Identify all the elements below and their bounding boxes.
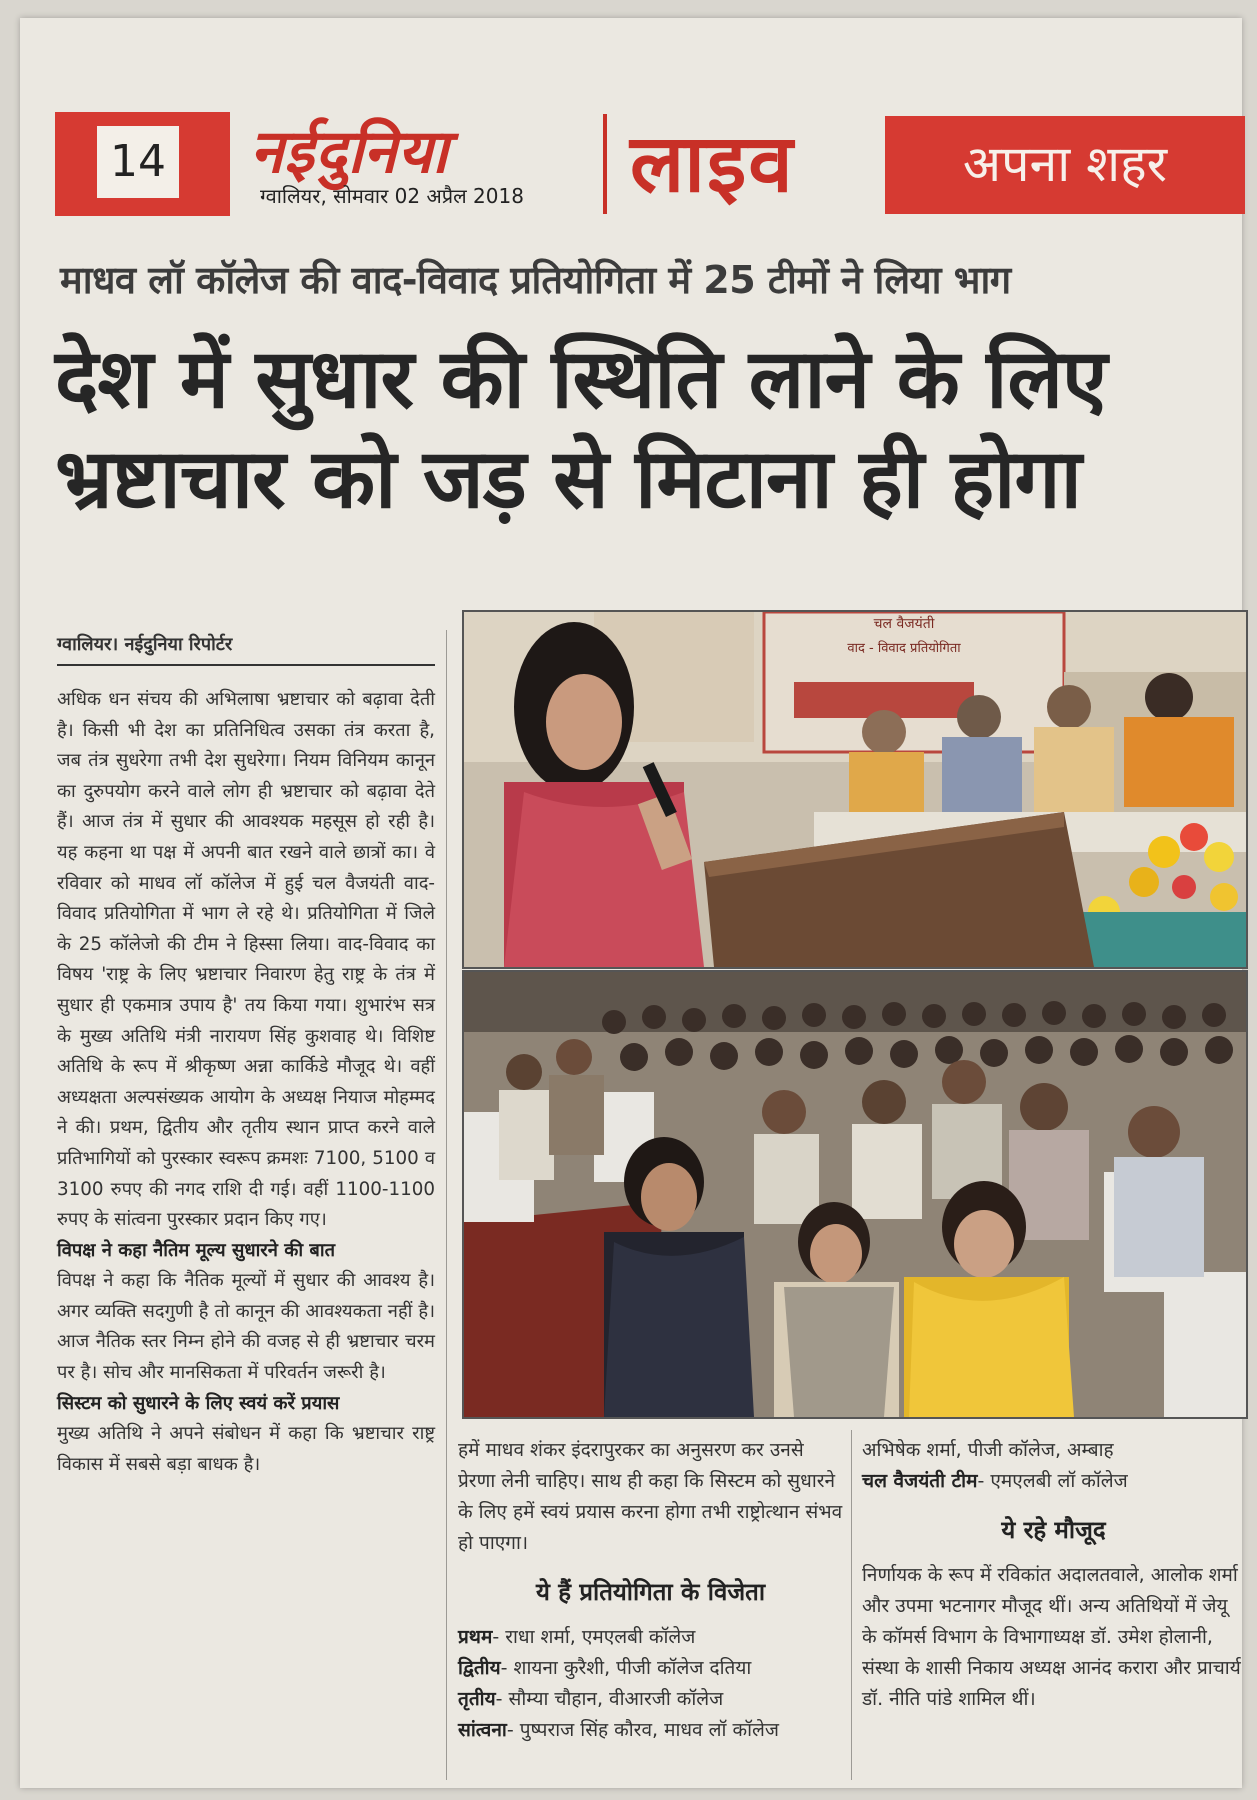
winner-rank: सांत्वना (458, 1719, 507, 1741)
winner-name: - राधा शर्मा, एमएलबी कॉलेज (492, 1626, 696, 1648)
present-heading: ये रहे मौजूद (1001, 1516, 1106, 1544)
winner-name: - पुष्पराज सिंह कौरव, माधव लॉ कॉलेज (506, 1719, 779, 1741)
section-city-label: अपना शहर (885, 116, 1245, 214)
winner-rank: द्वितीय (458, 1657, 501, 1679)
section-title: लाइव (630, 117, 795, 210)
winner-rank: तृतीय (458, 1688, 496, 1710)
article-column-3 (862, 1435, 1245, 1715)
page-number: 14 (97, 126, 179, 198)
trophy-label: चल वैजयंती टीम (862, 1470, 978, 1492)
trophy-team: - एमएलबी लॉ कॉलेज (977, 1470, 1128, 1492)
article-kicker: माधव लॉ कॉलेज की वाद-विवाद प्रतियोगिता में 25 टीमों ने लिया भाग (60, 258, 1011, 302)
winners-heading: ये हैं प्रतियोगिता के विजेता (535, 1578, 766, 1606)
article-column-1 (57, 685, 435, 1480)
masthead (55, 112, 1245, 216)
winner-entry (458, 1715, 843, 1746)
article-paragraph: विपक्ष ने कहा कि नैतिक मूल्यों में सुधार की आवश्य है। अगर व्यक्ति सदगुणी है तो कानून की आवश्यकता नहीं है। आज नैतिक स्तर निम्न होने की वजह से ही भ्रष्टाचार चरम पर है। सोच और मानसिकता में परिवर्तन जरूरी है। (57, 1270, 435, 1384)
article-headline (55, 330, 1240, 530)
subheading: विपक्ष ने कहा नैतिम मूल्य सुधारने की बात (57, 1239, 336, 1261)
photo-speaker-at-podium (462, 610, 1248, 969)
banner-text-2: वाद - विवाद प्रतियोगिता (847, 641, 961, 656)
page-number-block (55, 112, 230, 216)
headline-line-2: भ्रष्टाचार को जड़ से मिटाना ही होगा (55, 432, 1081, 528)
photo-audience (462, 970, 1248, 1419)
photo-speaker-image (464, 612, 1246, 967)
winner-entry (458, 1622, 843, 1653)
column-divider (851, 1430, 852, 1780)
byline: ग्वालियर। नईदुनिया रिपोर्टर (57, 632, 435, 666)
winner-entry (458, 1653, 843, 1684)
article-paragraph: निर्णायक के रूप में रविकांत अदालतवाले, आलोक शर्मा और उपमा भटनागर मौजूद थीं। अन्य अतिथियों में जेयू के कॉमर्स विभाग के विभागाध्यक्ष डॉ. उमेश होलानी, संस्था के शासी निकाय अध्यक्ष आनंद करारा और प्राचार्य डॉ. नीति पांडे शामिल थीं। (862, 1564, 1241, 1710)
column-divider (446, 630, 447, 1780)
article-paragraph: मुख्य अतिथि ने अपने संबोधन में कहा कि भ्रष्टाचार राष्ट्र विकास में सबसे बड़ा बाधक है। (57, 1423, 435, 1475)
photo-audience-image (464, 972, 1246, 1417)
winner-entry (458, 1684, 843, 1715)
article-line: अभिषेक शर्मा, पीजी कॉलेज, अम्बाह (862, 1439, 1114, 1461)
article-paragraph: अधिक धन संचय की अभिलाषा भ्रष्टाचार को बढ़ावा देती है। किसी भी देश का प्रतिनिधित्व उसका तंत्र करता है, जब तंत्र सुधरेगा तभी देश सुधरेगा। नियम विनियम कानून का दुरुपयोग करने वाले लोग ही भ्रष्टाचार को बढ़ावा देते हैं। आज तंत्र में सुधार की आवश्यक महसूस हो रही है। यह कहना था पक्ष में अपनी बात रखने वाले छात्रों का। वे रविवार को माधव लॉ कॉलेज में हुई चल वैजयंती वाद-विवाद प्रतियोगिता में भाग ले रहे थे। प्रतियोगिता में जिले के 25 कॉलेजो की टीम ने हिस्सा लिया। वाद-विवाद का विषय 'राष्ट्र के लिए भ्रष्टाचार निवारण हेतु राष्ट्र के तंत्र में सुधार ही एकमात्र उपाय है' तय किया गया। शुभारंभ सत्र के मुख्य अतिथि मंत्री नारायण सिंह कुशवाह थे। विशिष्ट अतिथि के रूप में श्रीकृष्ण अन्ना कार्किडे मौजूद थे। वहीं अध्यक्षता अल्पसंख्यक आयोग के अध्यक्ष नियाज मोहम्मद ने की। प्रथम, द्वितीय और तृतीय स्थान प्राप्त करने वाले प्रतिभागियों को पुरस्कार स्वरूप क्रमशः 7100, 5100 व 3100 रुपए की नगद राशि दी गई। वहीं 1100-1100 रुपए के सांत्वना पुरस्कार प्रदान किए गए। (57, 689, 435, 1231)
headline-line-1: देश में सुधार की स्थिति लाने के लिए (55, 332, 1107, 427)
banner-text-1: चल वैजयंती (873, 616, 935, 632)
dateline: ग्वालियर, सोमवार 02 अप्रैल 2018 (260, 184, 524, 208)
subheading: सिस्टम को सुधारने के लिए स्वयं करें प्रयास (57, 1392, 340, 1414)
winner-name: - शायना कुरैशी, पीजी कॉलेज दतिया (500, 1657, 752, 1679)
article-column-2 (458, 1435, 843, 1746)
article-paragraph: हमें माधव शंकर इंदरापुरकर का अनुसरण कर उनसे प्रेरणा लेनी चाहिए। साथ ही कहा कि सिस्टम को सुधारने के लिए हमें स्वयं प्रयास करना होगा तभी राष्ट्रोत्थान संभव हो पाएगा। (458, 1439, 843, 1554)
winner-name: - सौम्या चौहान, वीआरजी कॉलेज (495, 1688, 724, 1710)
winner-rank: प्रथम (458, 1626, 493, 1648)
newspaper-logo: नईदुनिया (250, 117, 449, 187)
trophy-entry (862, 1466, 1245, 1497)
masthead-divider (603, 114, 607, 214)
